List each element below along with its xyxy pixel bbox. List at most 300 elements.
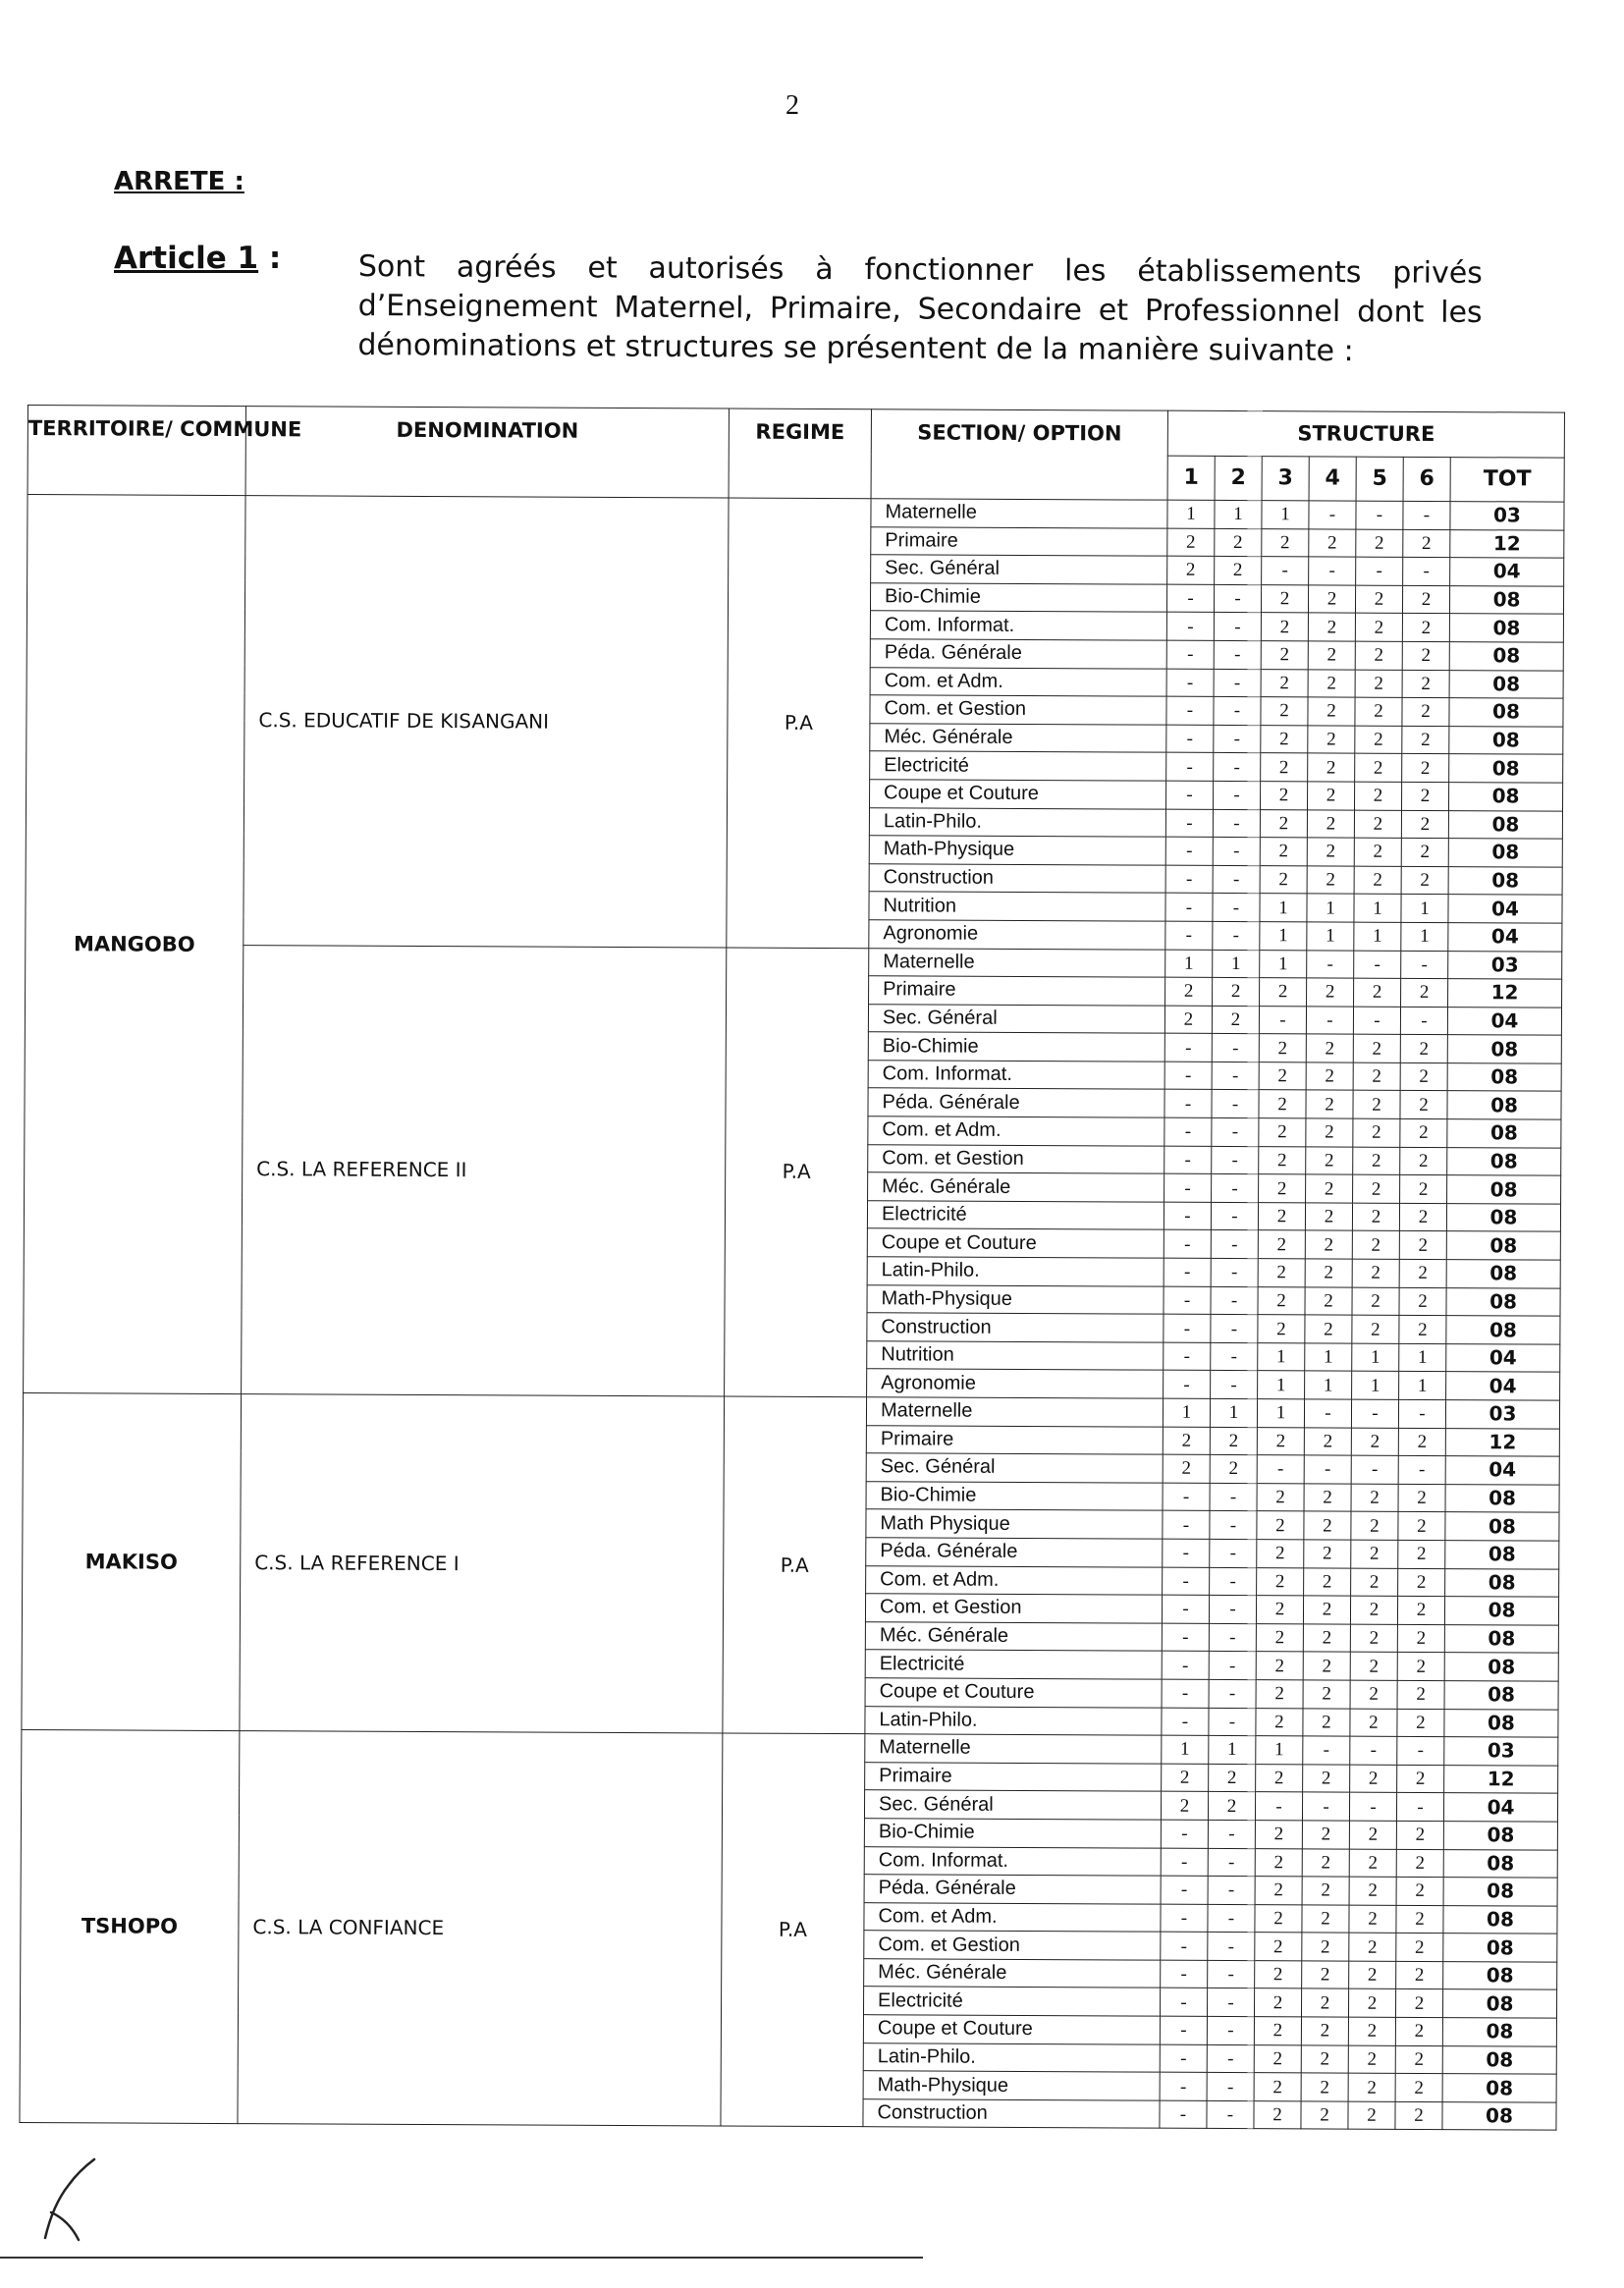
structure-year-6-cell: 2 [1398,1428,1445,1456]
section-cell: Péda. Générale [864,1875,1161,1904]
structure-year-4-cell: 2 [1308,726,1355,754]
structure-year-2-cell: 2 [1215,557,1262,585]
total-cell: 04 [1448,922,1562,951]
section-cell: Coupe et Couture [863,2015,1160,2044]
total-cell: 12 [1448,979,1562,1008]
structure-year-4-cell: 2 [1303,1680,1350,1709]
section-cell: Latin-Philo. [865,1706,1162,1735]
total-cell: 08 [1446,1231,1560,1260]
structure-year-3-cell: 2 [1261,641,1308,670]
structure-year-1-cell: - [1162,1595,1209,1623]
structure-year-2-cell: - [1214,613,1261,641]
structure-year-3-cell: - [1255,1792,1302,1821]
section-cell: Maternelle [866,1397,1163,1427]
structure-year-4-cell: 2 [1307,838,1354,866]
structure-year-2-cell: - [1209,1623,1256,1652]
section-cell: Com. et Adm. [868,1117,1164,1146]
structure-year-2-cell: - [1214,725,1261,753]
total-cell: 12 [1445,1428,1559,1456]
structure-year-3-cell: 1 [1258,1371,1305,1399]
structure-year-4-cell: 2 [1303,1652,1350,1680]
structure-year-3-cell: 2 [1259,1034,1306,1062]
structure-year-4-cell: 2 [1302,1821,1349,1849]
structure-year-5-cell: 2 [1355,585,1402,614]
structure-year-1-cell: 2 [1167,528,1215,557]
structure-year-4-cell: 2 [1306,1147,1353,1175]
total-cell: 08 [1445,1568,1559,1597]
structure-year-4-cell: 2 [1307,978,1354,1007]
total-cell: 08 [1442,1989,1556,2018]
structure-year-5-cell: 2 [1351,1540,1398,1568]
total-cell: 04 [1443,1793,1557,1822]
section-cell: Primaire [869,976,1165,1006]
section-cell: Péda. Générale [868,1088,1164,1117]
structure-year-5-cell: - [1356,501,1403,529]
structure-year-4-cell: 2 [1305,1230,1352,1259]
total-cell: 08 [1446,1203,1560,1231]
structure-year-1-cell: - [1164,1117,1212,1146]
structure-year-6-cell: 2 [1395,2045,1442,2074]
structure-year-2-cell: - [1209,1596,1256,1624]
section-cell: Bio-Chimie [864,1819,1161,1848]
structure-year-5-cell: - [1350,1736,1397,1765]
structure-year-6-cell: 2 [1397,1653,1444,1681]
structure-year-1-cell: - [1164,1062,1212,1090]
structure-year-1-cell: 1 [1167,500,1215,528]
structure-year-3-cell: 2 [1255,1821,1302,1849]
structure-year-4-cell: 2 [1306,1062,1353,1091]
structure-year-2-cell: 2 [1212,1006,1259,1034]
structure-year-6-cell: 2 [1403,529,1450,558]
structure-year-5-cell: 2 [1353,1091,1400,1119]
total-cell: 08 [1448,810,1562,839]
structure-year-6-cell: 2 [1402,726,1449,754]
structure-year-1-cell: - [1164,1258,1211,1286]
structure-year-4-cell: 2 [1302,1877,1349,1905]
structure-year-6-cell: 2 [1395,2017,1442,2045]
structure-year-5-cell: 2 [1348,2045,1395,2074]
structure-year-6-cell: - [1396,1793,1443,1822]
structure-year-6-cell: 2 [1396,1849,1443,1878]
article-body: Sont agréés et autorisés à fonctionner les établissements privés d’Enseignement Maternel, Primaire, Secondaire et Professionnel dont les dénominations et structures se présentent de la manière suivante : [357,248,1483,369]
structure-year-1-cell: 1 [1162,1735,1209,1764]
structure-year-4-cell: 2 [1304,1484,1351,1512]
structure-year-4-cell: 2 [1302,1961,1349,1989]
structure-year-1-cell: - [1166,725,1214,753]
structure-year-3-cell: 2 [1261,584,1308,613]
section-cell: Com. et Adm. [870,667,1166,696]
structure-year-2-cell: - [1212,1034,1259,1062]
regime-cell: P.A [725,947,869,1396]
structure-year-3-cell: 1 [1260,950,1307,978]
structure-year-4-cell: 2 [1305,1286,1352,1315]
structure-year-3-cell: 2 [1254,1988,1301,2017]
structure-year-6-cell: 2 [1398,1540,1445,1568]
structure-year-3-cell: 1 [1256,1736,1303,1765]
structure-year-5-cell: 1 [1352,1372,1399,1400]
section-cell: Electricité [863,1987,1160,2016]
structure-year-3-cell: 2 [1258,1286,1305,1315]
structure-year-5-cell: 2 [1350,1709,1397,1737]
structure-year-5-cell: 2 [1352,1203,1399,1231]
section-cell: Com. Informat. [870,611,1166,640]
structure-year-2-cell: 2 [1209,1764,1256,1792]
structure-year-6-cell: 2 [1401,866,1448,895]
total-cell: 08 [1444,1709,1558,1737]
signature-mark [39,2155,108,2244]
section-cell: Nutrition [867,1341,1164,1371]
structure-year-2-cell: - [1214,753,1261,782]
structure-year-4-cell: 1 [1307,894,1354,922]
structure-year-1-cell: - [1160,2016,1207,2044]
structure-year-5-cell: 2 [1355,670,1402,698]
section-cell: Primaire [866,1425,1163,1454]
structure-year-6-cell: - [1397,1736,1444,1765]
total-cell: 08 [1443,1905,1557,1934]
structure-year-3-cell: 2 [1255,1848,1302,1877]
section-cell: Sec. Général [864,1790,1161,1820]
structure-year-4-cell: 1 [1305,1343,1352,1372]
structure-year-1-cell: - [1164,1371,1211,1399]
structure-year-6-cell: - [1398,1399,1445,1428]
bottom-rule [0,2257,923,2259]
section-cell: Math-Physique [863,2071,1160,2100]
total-cell: 08 [1447,1091,1561,1119]
structure-year-4-cell: - [1303,1736,1350,1765]
structure-year-1-cell: 2 [1165,977,1213,1006]
structure-year-2-cell: - [1208,1848,1255,1877]
structure-year-3-cell: 2 [1261,725,1308,753]
establishments-table-wrapper [19,405,1564,2131]
structure-year-2-cell: - [1212,1174,1259,1203]
structure-year-5-cell: 2 [1348,2073,1395,2101]
total-cell: 08 [1448,866,1562,895]
structure-year-5-cell: 2 [1350,1596,1397,1624]
structure-year-4-cell: 2 [1302,1848,1349,1877]
structure-year-6-cell: 2 [1402,670,1449,698]
header-tot: TOT [1450,457,1564,502]
structure-year-3-cell: 2 [1260,865,1307,894]
structure-year-6-cell: 2 [1401,838,1448,866]
header-year-6: 6 [1403,457,1450,502]
structure-year-6-cell: 2 [1395,2101,1442,2130]
structure-year-4-cell: 2 [1308,585,1355,614]
structure-year-6-cell: 1 [1399,1343,1446,1372]
structure-year-5-cell: 2 [1350,1624,1397,1653]
section-cell: Com. et Gestion [868,1144,1164,1173]
structure-year-5-cell: 2 [1349,1961,1396,1989]
section-cell: Electricité [865,1650,1162,1679]
structure-year-6-cell: 2 [1397,1765,1444,1793]
header-year-4: 4 [1309,456,1356,501]
structure-year-5-cell: 2 [1349,1905,1396,1934]
structure-year-2-cell: 1 [1215,500,1262,528]
total-cell: 08 [1449,614,1563,642]
structure-year-6-cell: 2 [1397,1709,1444,1737]
section-cell: Primaire [871,526,1167,556]
structure-year-6-cell: 1 [1401,922,1448,951]
structure-year-1-cell: - [1163,1539,1210,1567]
structure-year-6-cell: 2 [1395,2074,1442,2102]
total-cell: 08 [1443,1849,1557,1878]
structure-year-4-cell: 2 [1301,1988,1348,2017]
structure-year-6-cell: 2 [1395,1989,1442,2018]
section-cell: Math Physique [866,1509,1163,1539]
structure-year-3-cell: 2 [1260,838,1307,866]
denomination-cell: C.S. EDUCATIF DE KISANGANI [244,496,729,948]
structure-year-1-cell: - [1165,837,1213,865]
total-cell: 08 [1449,726,1563,754]
structure-year-3-cell: 2 [1262,528,1309,557]
structure-year-4-cell: - [1302,1792,1349,1821]
structure-year-2-cell: - [1212,1090,1259,1118]
structure-year-3-cell: 2 [1256,1652,1303,1680]
structure-year-3-cell: 2 [1255,1961,1302,1989]
structure-year-4-cell: 2 [1305,1259,1352,1287]
structure-year-2-cell: - [1208,1933,1255,1961]
structure-year-3-cell: 2 [1261,753,1308,782]
section-cell: Maternelle [869,948,1165,977]
structure-year-4-cell: 2 [1308,782,1355,810]
structure-year-6-cell: 2 [1399,1316,1446,1344]
total-cell: 08 [1443,1821,1557,1849]
structure-year-5-cell: 2 [1354,866,1401,895]
total-cell: 04 [1446,1372,1560,1400]
structure-year-3-cell: 2 [1259,1146,1306,1174]
structure-year-2-cell: - [1211,1342,1258,1371]
structure-year-1-cell: - [1160,2072,1207,2100]
structure-year-2-cell: - [1211,1258,1258,1286]
total-cell: 08 [1447,1062,1561,1091]
structure-year-2-cell: - [1214,697,1261,726]
total-cell: 08 [1447,1147,1561,1175]
section-cell: Bio-Chimie [868,1032,1164,1062]
structure-year-4-cell: 2 [1301,2101,1348,2130]
section-cell: Maternelle [865,1734,1162,1764]
section-cell: Méc. Générale [868,1172,1164,1202]
structure-year-3-cell: 2 [1259,1118,1306,1147]
total-cell: 08 [1444,1597,1558,1625]
structure-year-1-cell: - [1160,1988,1207,2017]
structure-year-5-cell: 2 [1349,1933,1396,1961]
section-cell: Sec. Général [871,555,1167,584]
total-cell: 08 [1449,642,1563,671]
structure-year-1-cell: - [1166,696,1214,725]
total-cell: 08 [1445,1541,1559,1569]
structure-year-5-cell: 2 [1348,2017,1395,2045]
structure-year-4-cell: 2 [1306,1090,1353,1118]
structure-year-1-cell: 2 [1162,1764,1209,1792]
structure-year-5-cell: 2 [1351,1428,1398,1456]
structure-year-2-cell: - [1214,640,1261,669]
structure-year-3-cell: 2 [1256,1764,1303,1792]
structure-year-2-cell: - [1214,584,1261,613]
total-cell: 08 [1449,585,1563,614]
structure-year-3-cell: 2 [1254,2073,1301,2101]
structure-year-4-cell: - [1304,1455,1351,1484]
structure-year-4-cell: 2 [1304,1567,1351,1596]
structure-year-3-cell: 2 [1258,1315,1305,1343]
total-cell: 08 [1443,1934,1557,1962]
structure-year-3-cell: - [1259,1006,1306,1034]
structure-year-1-cell: - [1164,1033,1212,1062]
structure-year-2-cell: 2 [1215,528,1262,557]
total-cell: 08 [1442,2101,1556,2130]
structure-year-2-cell: - [1212,1062,1259,1090]
structure-year-1-cell: 2 [1164,1006,1212,1034]
section-cell: Electricité [867,1201,1164,1230]
structure-year-3-cell: 2 [1257,1540,1304,1568]
structure-year-3-cell: 2 [1257,1567,1304,1596]
structure-year-3-cell: 2 [1254,2044,1301,2073]
structure-year-5-cell: 2 [1352,1315,1399,1343]
table-body [20,495,1564,2131]
structure-year-2-cell: - [1213,894,1260,922]
structure-year-1-cell: - [1164,1146,1212,1174]
structure-year-4-cell: 2 [1306,1174,1353,1203]
header-section: SECTION/ OPTION [871,409,1167,500]
structure-year-1-cell: - [1164,1230,1211,1259]
header-territoire: TERRITOIRE/ COMMUNE [27,406,245,496]
structure-year-2-cell: 2 [1210,1427,1257,1455]
total-cell: 08 [1442,2018,1556,2046]
structure-year-6-cell: 2 [1402,614,1449,642]
structure-year-1-cell: - [1161,1876,1208,1904]
structure-year-4-cell: 2 [1308,641,1355,670]
section-cell: Com. Informat. [868,1061,1164,1090]
structure-year-2-cell: 1 [1213,950,1260,978]
structure-year-6-cell: 2 [1399,1203,1446,1231]
structure-year-4-cell: 1 [1305,1371,1352,1399]
structure-year-3-cell: - [1262,557,1309,585]
structure-year-6-cell: 2 [1401,810,1448,839]
structure-year-3-cell: 2 [1254,2017,1301,2045]
article-colon: : [258,241,282,276]
structure-year-3-cell: 1 [1258,1342,1305,1371]
structure-year-6-cell: 2 [1399,1287,1446,1316]
structure-year-1-cell: - [1164,1286,1211,1315]
section-cell: Construction [863,2099,1160,2129]
structure-year-6-cell: 2 [1396,1905,1443,1934]
structure-year-1-cell: - [1166,781,1214,809]
section-cell: Latin-Philo. [863,2043,1160,2072]
structure-year-5-cell: 2 [1349,1849,1396,1878]
structure-year-2-cell: - [1212,1117,1259,1146]
structure-year-6-cell: - [1400,1007,1447,1035]
total-cell: 08 [1442,2074,1556,2102]
structure-year-6-cell: 2 [1402,754,1449,783]
structure-year-3-cell: 2 [1258,1202,1305,1230]
structure-year-4-cell: 2 [1303,1765,1350,1793]
structure-year-4-cell: 2 [1307,809,1354,838]
structure-year-1-cell: - [1162,1679,1209,1708]
section-cell: Primaire [865,1762,1162,1791]
total-cell: 04 [1447,1007,1561,1035]
structure-year-5-cell: 2 [1352,1287,1399,1316]
section-cell: Sec. Général [868,1004,1164,1033]
structure-year-1-cell: - [1161,1848,1208,1877]
total-cell: 03 [1445,1400,1559,1429]
structure-year-6-cell: - [1398,1456,1445,1485]
total-cell: 04 [1448,895,1562,923]
structure-year-5-cell: 2 [1355,613,1402,641]
structure-year-2-cell: - [1212,1146,1259,1174]
structure-year-5-cell: 2 [1354,838,1401,866]
structure-year-2-cell: - [1211,1202,1258,1230]
regime-cell: P.A [721,1733,865,2127]
regime-cell: P.A [723,1396,867,1734]
section-cell: Construction [867,1313,1164,1342]
structure-year-1-cell: - [1165,893,1213,921]
structure-year-1-cell: 2 [1161,1791,1208,1820]
structure-year-2-cell: - [1208,1876,1255,1904]
structure-year-4-cell: - [1304,1399,1351,1428]
structure-year-2-cell: - [1207,2100,1254,2129]
structure-year-2-cell: - [1213,838,1260,866]
structure-year-6-cell: 2 [1397,1624,1444,1653]
structure-year-5-cell: 2 [1355,641,1402,670]
denomination-cell: C.S. LA REFERENCE II [242,945,727,1396]
structure-year-3-cell: 2 [1261,782,1308,810]
total-cell: 12 [1444,1765,1558,1793]
section-cell: Agronomie [869,920,1165,950]
structure-year-1-cell: - [1164,1090,1212,1118]
structure-year-2-cell: - [1213,809,1260,838]
structure-year-6-cell: 2 [1402,585,1449,614]
structure-year-5-cell: 2 [1353,1174,1400,1203]
structure-year-2-cell: - [1209,1679,1256,1708]
structure-year-1-cell: - [1164,1342,1211,1371]
section-cell: Maternelle [871,499,1167,528]
structure-year-2-cell: - [1207,2044,1254,2073]
section-cell: Coupe et Couture [867,1228,1164,1258]
structure-year-2-cell: - [1210,1539,1257,1567]
structure-year-4-cell: 2 [1302,1933,1349,1961]
structure-year-3-cell: 2 [1259,1062,1306,1091]
structure-year-6-cell: 2 [1400,1147,1447,1175]
structure-year-4-cell: 2 [1303,1708,1350,1736]
structure-year-1-cell: - [1166,669,1214,697]
structure-year-4-cell: - [1309,557,1356,585]
territoire-cell: MANGOBO [24,495,245,1394]
structure-year-3-cell: 1 [1260,922,1307,951]
structure-year-6-cell: 2 [1396,1961,1443,1989]
structure-year-3-cell: 2 [1257,1483,1304,1511]
denomination-cell: C.S. LA REFERENCE I [240,1394,725,1734]
structure-year-6-cell: 2 [1401,978,1448,1007]
total-cell: 08 [1444,1681,1558,1710]
structure-year-3-cell: 2 [1256,1596,1303,1624]
structure-year-4-cell: - [1309,501,1356,529]
section-cell: Nutrition [869,892,1165,921]
section-cell: Com. et Adm. [864,1902,1161,1932]
structure-year-5-cell: - [1354,951,1401,979]
structure-year-1-cell: - [1165,921,1213,950]
structure-year-6-cell: 2 [1400,1035,1447,1063]
structure-year-4-cell: 2 [1304,1427,1351,1455]
structure-year-5-cell: 1 [1354,922,1401,951]
structure-year-6-cell: 2 [1402,698,1449,727]
structure-year-4-cell: 2 [1304,1540,1351,1568]
structure-year-1-cell: - [1163,1511,1210,1540]
structure-year-2-cell: - [1208,1904,1255,1933]
structure-year-4-cell: 2 [1306,1118,1353,1147]
structure-year-5-cell: - [1349,1792,1396,1821]
structure-year-1-cell: 2 [1167,556,1215,584]
structure-year-3-cell: 1 [1260,894,1307,922]
header-structure: STRUCTURE [1167,410,1564,457]
structure-year-6-cell: 2 [1396,1821,1443,1849]
